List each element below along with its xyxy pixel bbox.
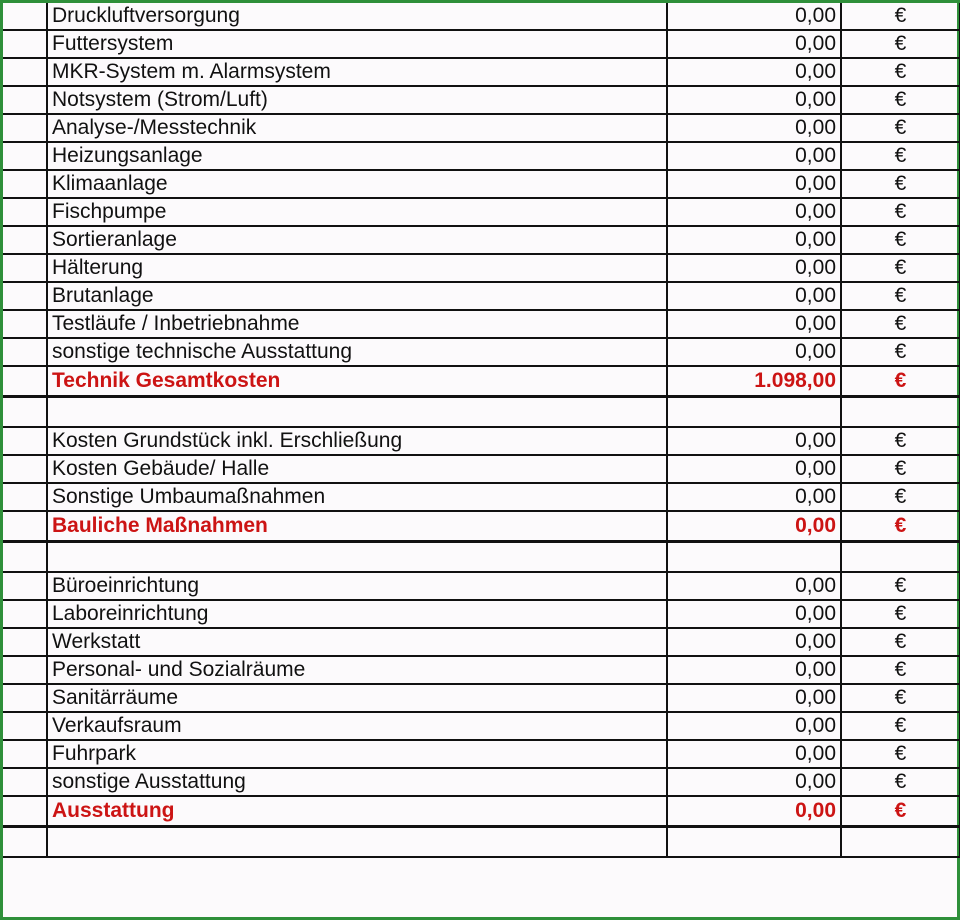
table-row (3, 170, 960, 198)
item-value-cell[interactable]: 0,00 (667, 86, 841, 114)
item-label-cell[interactable]: Brutanlage (47, 282, 667, 310)
table-row (3, 628, 960, 656)
item-label-cell[interactable]: Heizungsanlage (47, 142, 667, 170)
currency-cell[interactable]: € (841, 198, 960, 226)
item-value-cell[interactable]: 0,00 (667, 338, 841, 366)
table-row (3, 740, 960, 768)
currency-cell[interactable]: € (841, 142, 960, 170)
row-header-cell[interactable] (3, 366, 47, 397)
row-header-cell[interactable] (3, 226, 47, 254)
currency-cell[interactable]: € (841, 30, 960, 58)
empty-cell[interactable] (841, 542, 960, 573)
total-value-cell[interactable]: 0,00 (667, 796, 841, 827)
row-header-cell[interactable] (3, 768, 47, 796)
row-header-cell[interactable] (3, 600, 47, 628)
item-label-cell[interactable]: Laboreinrichtung (47, 600, 667, 628)
empty-row (3, 827, 960, 858)
row-header-cell[interactable] (3, 338, 47, 366)
currency-cell[interactable]: € (841, 600, 960, 628)
table-row (3, 142, 960, 170)
item-label-cell[interactable]: Klimaanlage (47, 170, 667, 198)
row-header-cell[interactable] (3, 114, 47, 142)
item-value-cell[interactable]: 0,00 (667, 572, 841, 600)
item-value-cell[interactable]: 0,00 (667, 3, 841, 30)
total-row (3, 511, 960, 542)
row-header-cell[interactable] (3, 827, 47, 858)
table-row (3, 768, 960, 796)
item-value-cell[interactable]: 0,00 (667, 198, 841, 226)
item-value-cell[interactable]: 0,00 (667, 142, 841, 170)
item-label-cell[interactable]: Personal- und Sozialräume (47, 656, 667, 684)
item-value-cell[interactable]: 0,00 (667, 600, 841, 628)
empty-cell[interactable] (667, 397, 841, 428)
empty-cell[interactable] (667, 542, 841, 573)
table-row (3, 427, 960, 455)
table-row (3, 712, 960, 740)
item-value-cell[interactable]: 0,00 (667, 628, 841, 656)
total-label-cell[interactable]: Technik Gesamtkosten (47, 366, 667, 397)
table-row (3, 30, 960, 58)
item-label-cell[interactable]: Kosten Gebäude/ Halle (47, 455, 667, 483)
row-header-cell[interactable] (3, 572, 47, 600)
item-label-cell[interactable]: Werkstatt (47, 628, 667, 656)
item-label-cell[interactable]: MKR-System m. Alarmsystem (47, 58, 667, 86)
empty-cell[interactable] (47, 542, 667, 573)
item-label-cell[interactable]: sonstige Ausstattung (47, 768, 667, 796)
cost-table (3, 3, 960, 858)
empty-cell[interactable] (47, 397, 667, 428)
row-header-cell[interactable] (3, 740, 47, 768)
table-row (3, 282, 960, 310)
cost-table-body (3, 3, 960, 857)
item-value-cell[interactable]: 0,00 (667, 282, 841, 310)
table-row (3, 684, 960, 712)
currency-cell[interactable]: € (841, 572, 960, 600)
item-label-cell[interactable]: sonstige technische Ausstattung (47, 338, 667, 366)
item-label-cell[interactable]: Sortieranlage (47, 226, 667, 254)
row-header-cell[interactable] (3, 542, 47, 573)
currency-cell[interactable]: € (841, 282, 960, 310)
row-header-cell[interactable] (3, 170, 47, 198)
total-label-cell[interactable]: Ausstattung (47, 796, 667, 827)
item-value-cell[interactable]: 0,00 (667, 30, 841, 58)
currency-cell[interactable]: € (841, 455, 960, 483)
item-label-cell[interactable]: Notsystem (Strom/Luft) (47, 86, 667, 114)
empty-cell[interactable] (841, 827, 960, 858)
table-row (3, 226, 960, 254)
currency-cell[interactable]: € (841, 86, 960, 114)
total-label-cell[interactable]: Bauliche Maßnahmen (47, 511, 667, 542)
table-row (3, 198, 960, 226)
currency-cell[interactable]: € (841, 628, 960, 656)
empty-row (3, 397, 960, 428)
item-label-cell[interactable]: Fuhrpark (47, 740, 667, 768)
table-row (3, 310, 960, 338)
row-header-cell[interactable] (3, 3, 47, 30)
row-header-cell[interactable] (3, 628, 47, 656)
item-label-cell[interactable]: Testläufe / Inbetriebnahme (47, 310, 667, 338)
item-label-cell[interactable]: Kosten Grundstück inkl. Erschließung (47, 427, 667, 455)
item-value-cell[interactable]: 0,00 (667, 310, 841, 338)
item-label-cell[interactable]: Büroeinrichtung (47, 572, 667, 600)
row-header-cell[interactable] (3, 142, 47, 170)
item-value-cell[interactable]: 0,00 (667, 684, 841, 712)
currency-cell[interactable]: € (841, 427, 960, 455)
item-value-cell[interactable]: 0,00 (667, 768, 841, 796)
row-header-cell[interactable] (3, 483, 47, 511)
row-header-cell[interactable] (3, 58, 47, 86)
currency-cell[interactable]: € (841, 3, 960, 30)
row-header-cell[interactable] (3, 397, 47, 428)
empty-cell[interactable] (47, 827, 667, 858)
table-row (3, 600, 960, 628)
table-row (3, 483, 960, 511)
row-header-cell[interactable] (3, 656, 47, 684)
empty-cell[interactable] (841, 397, 960, 428)
empty-cell[interactable] (667, 827, 841, 858)
item-label-cell[interactable]: Hälterung (47, 254, 667, 282)
item-label-cell[interactable]: Fischpumpe (47, 198, 667, 226)
currency-cell[interactable]: € (841, 366, 960, 397)
currency-cell[interactable]: € (841, 768, 960, 796)
currency-cell[interactable]: € (841, 226, 960, 254)
total-row (3, 796, 960, 827)
table-row (3, 338, 960, 366)
total-value-cell[interactable]: 0,00 (667, 511, 841, 542)
currency-cell[interactable]: € (841, 740, 960, 768)
total-value-cell[interactable]: 1.098,00 (667, 366, 841, 397)
table-row (3, 656, 960, 684)
currency-cell[interactable]: € (841, 58, 960, 86)
currency-cell[interactable]: € (841, 114, 960, 142)
row-header-cell[interactable] (3, 30, 47, 58)
item-value-cell[interactable]: 0,00 (667, 483, 841, 511)
item-label-cell[interactable]: Verkaufsraum (47, 712, 667, 740)
item-label-cell[interactable]: Sonstige Umbaumaßnahmen (47, 483, 667, 511)
row-header-cell[interactable] (3, 198, 47, 226)
item-label-cell[interactable]: Sanitärräume (47, 684, 667, 712)
item-label-cell[interactable]: Druckluftversorgung (47, 3, 667, 30)
currency-cell[interactable]: € (841, 338, 960, 366)
currency-cell[interactable]: € (841, 511, 960, 542)
currency-cell[interactable]: € (841, 310, 960, 338)
currency-cell[interactable]: € (841, 483, 960, 511)
table-row (3, 114, 960, 142)
row-header-cell[interactable] (3, 427, 47, 455)
table-row (3, 254, 960, 282)
table-row (3, 86, 960, 114)
currency-cell[interactable]: € (841, 796, 960, 827)
currency-cell[interactable]: € (841, 254, 960, 282)
item-value-cell[interactable]: 0,00 (667, 712, 841, 740)
item-label-cell[interactable]: Futtersystem (47, 30, 667, 58)
row-header-cell[interactable] (3, 712, 47, 740)
table-row (3, 455, 960, 483)
row-header-cell[interactable] (3, 282, 47, 310)
item-value-cell[interactable]: 0,00 (667, 58, 841, 86)
currency-cell[interactable]: € (841, 684, 960, 712)
total-row (3, 366, 960, 397)
item-value-cell[interactable]: 0,00 (667, 740, 841, 768)
table-row (3, 3, 960, 30)
currency-cell[interactable]: € (841, 656, 960, 684)
row-header-cell[interactable] (3, 86, 47, 114)
currency-cell[interactable]: € (841, 170, 960, 198)
item-label-cell[interactable]: Analyse-/Messtechnik (47, 114, 667, 142)
item-value-cell[interactable]: 0,00 (667, 254, 841, 282)
item-value-cell[interactable]: 0,00 (667, 226, 841, 254)
table-row (3, 572, 960, 600)
item-value-cell[interactable]: 0,00 (667, 455, 841, 483)
item-value-cell[interactable]: 0,00 (667, 114, 841, 142)
empty-row (3, 542, 960, 573)
row-header-cell[interactable] (3, 511, 47, 542)
item-value-cell[interactable]: 0,00 (667, 427, 841, 455)
table-row (3, 58, 960, 86)
row-header-cell[interactable] (3, 684, 47, 712)
row-header-cell[interactable] (3, 310, 47, 338)
row-header-cell[interactable] (3, 254, 47, 282)
row-header-cell[interactable] (3, 796, 47, 827)
currency-cell[interactable]: € (841, 712, 960, 740)
item-value-cell[interactable]: 0,00 (667, 170, 841, 198)
row-header-cell[interactable] (3, 455, 47, 483)
item-value-cell[interactable]: 0,00 (667, 656, 841, 684)
